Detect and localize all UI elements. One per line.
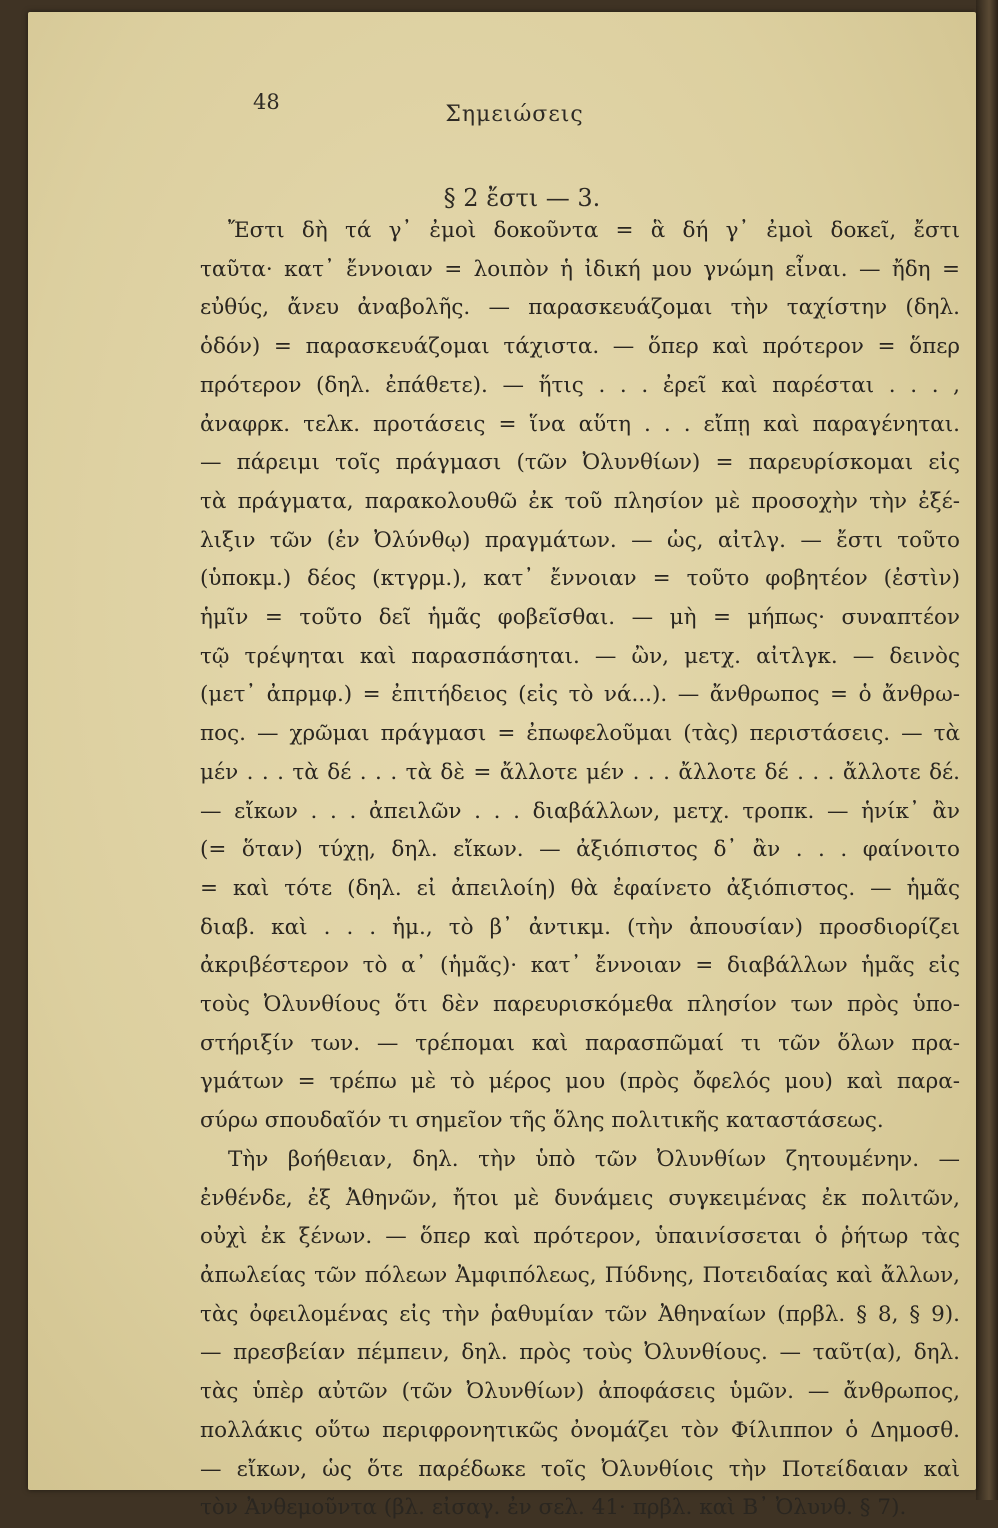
text-line: Τὴν βοήθειαν, δηλ. τὴν ὑπὸ τῶν Ὀλυνθίων ζητουμένην. —	[228, 1146, 960, 1172]
text-line: (ὑποκμ.) δέος (κτγρμ.), κατ᾽ ἔννοιαν = τοῦτο φοβητέον (ἐστὶν)	[200, 566, 960, 592]
text-line: = καὶ τότε (δηλ. εἰ ἀπειλοίη) θὰ ἐφαίνετο ἀξιόπιστος. — ἡμᾶς	[200, 875, 960, 901]
text-line: πρότερον (δηλ. ἐπάθετε). — ἥτις . . . ἐρεῖ καὶ παρέσται . . . ,	[200, 372, 960, 398]
text-line: — εἴκων, ὡς ὅτε παρέδωκε τοῖς Ὀλυνθίοις τὴν Ποτείδαιαν καὶ	[200, 1456, 960, 1482]
text-line: οὐχὶ ἐκ ξένων. — ὅπερ καὶ πρότερον, ὑπαινίσσεται ὁ ῥήτωρ τὰς	[200, 1224, 960, 1250]
text-line: ἀκριβέστερον τὸ α᾽ (ἡμᾶς)· κατ᾽ ἔννοιαν = διαβάλλων ἡμᾶς εἰς	[200, 953, 960, 979]
text-line: (= ὅταν) τύχῃ, δηλ. εἴκων. — ἀξιόπιστος δ᾽ ἂν . . . φαίνοιτο	[200, 837, 960, 863]
text-line: στήριξίν των. — τρέπομαι καὶ παρασπῶμαί τι τῶν ὅλων πρα-	[200, 1030, 960, 1056]
text-line: εὐθύς, ἄνευ ἀναβολῆς. — παρασκευάζομαι τὴν ταχίστην (δηλ.	[200, 295, 960, 321]
text-line: σύρω σπουδαῖόν τι σημεῖον τῆς ὅλης πολιτικῆς καταστάσεως.	[200, 1108, 884, 1134]
text-line: ἀναφρκ. τελκ. προτάσεις = ἵνα αὕτη . . . εἴπῃ καὶ παραγένηται.	[200, 411, 960, 437]
paragraph	[200, 1141, 960, 1528]
text-line: τὸν Ἀνθεμοῦντα (βλ. εἰσαγ. ἐν σελ. 41· πρβλ. καὶ Β᾽ Ὀλυνθ. § 7).	[200, 1495, 907, 1521]
text-line: — εἴκων . . . ἀπειλῶν . . . διαβάλλων, μετχ. τροπκ. — ἡνίκ᾽ ἂν	[200, 798, 960, 824]
text-line: πολλάκις οὕτω περιφρονητικῶς ὀνομάζει τὸν Φίλιππον ὁ Δημοσθ.	[200, 1417, 960, 1443]
text-line: διαβ. καὶ . . . ἡμ., τὸ β᾽ ἀντικμ. (τὴν ἀπουσίαν) προσδιορίζει	[200, 914, 960, 940]
text-line: λιξιν τῶν (ἐν Ὀλύνθῳ) πραγμάτων. — ὡς, αἰτλγ. — ἔστι τοῦτο	[200, 527, 960, 553]
text-line: τῷ τρέψηται καὶ παρασπάσηται. — ὢν, μετχ. αἰτλγκ. — δεινὸς	[200, 643, 960, 669]
text-line: ἀπωλείας τῶν πόλεων Ἀμφιπόλεως, Πύδνης, Ποτειδαίας καὶ ἄλλων,	[200, 1262, 960, 1288]
text-line: — πάρειμι τοῖς πράγμασι (τῶν Ὀλυνθίων) = παρευρίσκομαι εἰς	[200, 450, 960, 476]
text-line: μέν . . . τὰ δέ . . . τὰ δὲ = ἄλλοτε μέν . . . ἄλλοτε δέ . . . ἄλλοτε δέ.	[200, 759, 960, 785]
text-line: ἡμῖν = τοῦτο δεῖ ἡμᾶς φοβεῖσθαι. — μὴ = μήπως· συναπτέον	[200, 605, 960, 631]
text-line: τὰς ὀφειλομένας εἰς τὴν ῥαθυμίαν τῶν Ἀθηναίων (πρβλ. § 8, § 9).	[200, 1301, 960, 1327]
text-line: Ἔστι δὴ τά γ᾽ ἐμοὶ δοκοῦντα = ἃ δή γ᾽ ἐμοὶ δοκεῖ, ἔστι	[228, 218, 960, 243]
text-line: — πρεσβείαν πέμπειν, δηλ. πρὸς τοὺς Ὀλυνθίους. — ταῦτ(α), δηλ.	[200, 1340, 960, 1366]
page-number: 48	[253, 90, 280, 114]
section-heading: § 2 ἔστι — 3.	[443, 184, 601, 212]
text-line: ἐνθένδε, ἐξ Ἀθηνῶν, ἤτοι μὲ δυνάμεις συγκειμένας ἐκ πολιτῶν,	[200, 1185, 960, 1211]
commentary-text	[200, 212, 960, 1528]
text-line: τὰ πράγματα, παρακολουθῶ ἐκ τοῦ πλησίον μὲ προσοχὴν τὴν ἐξέ-	[200, 488, 960, 514]
text-line: (μετ᾽ ἀπρμφ.) = ἐπιτήδειος (εἰς τὸ νά...). — ἄνθρωπος = ὁ ἄνθρω-	[200, 682, 960, 708]
book-spine	[976, 0, 998, 1500]
text-line: τὰς ὑπὲρ αὐτῶν (τῶν Ὀλυνθίων) ἀποφάσεις ὑμῶν. — ἄνθρωπος,	[200, 1379, 960, 1405]
text-line: γμάτων = τρέπω μὲ τὸ μέρος μου (πρὸς ὄφελός μου) καὶ παρα-	[200, 1069, 960, 1095]
paragraph	[200, 212, 960, 1141]
text-line: τοὺς Ὀλυνθίους ὅτι δὲν παρευρισκόμεθα πλησίον των πρὸς ὑπο-	[200, 992, 960, 1018]
running-head: Σημειώσεις	[445, 102, 584, 127]
text-line: ταῦτα· κατ᾽ ἔννοιαν = λοιπὸν ἡ ἰδική μου γνώμη εἶναι. — ἤδη =	[200, 256, 960, 282]
text-line: ὁδόν) = παρασκευάζομαι τάχιστα. — ὅπερ καὶ πρότερον = ὅπερ	[200, 334, 960, 360]
text-line: πος. — χρῶμαι πράγμασι = ἐπωφελοῦμαι (τὰς) περιστάσεις. — τὰ	[200, 721, 960, 747]
